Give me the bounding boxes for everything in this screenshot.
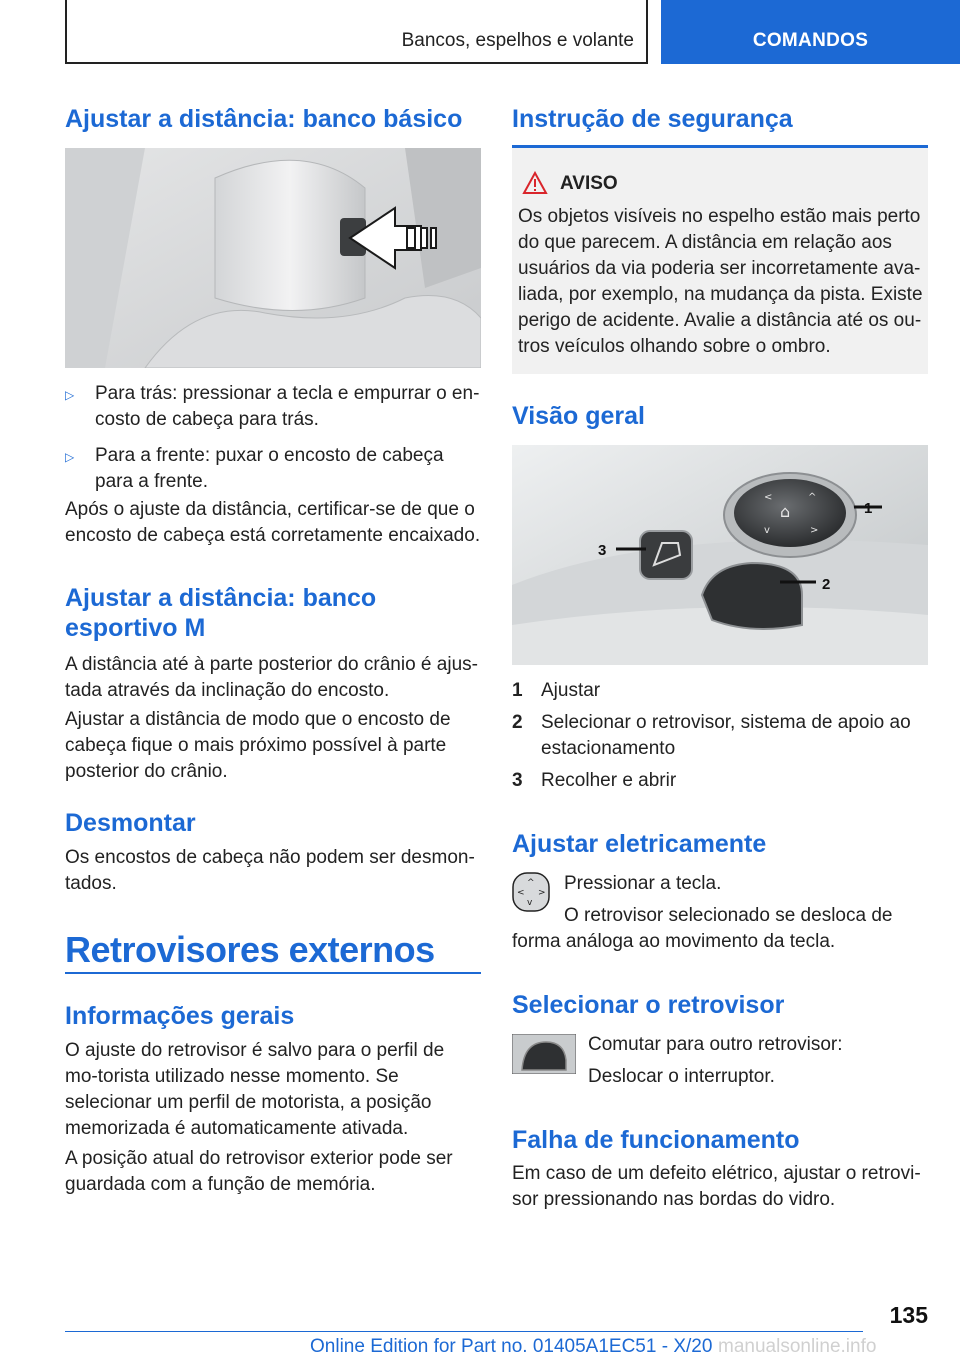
paragraph-selecionar-2: Deslocar o interruptor.	[588, 1066, 775, 1087]
warning-title: AVISO	[560, 173, 618, 194]
callout-1: 1	[864, 500, 873, 517]
heading-info: Informações gerais	[65, 1002, 295, 1030]
svg-text:v: v	[764, 525, 770, 536]
svg-text:^: ^	[808, 492, 817, 503]
svg-text:>: >	[810, 525, 819, 536]
section-rule	[65, 972, 481, 974]
mirror-controls-image	[512, 445, 928, 665]
paragraph-eletric-2: O retrovisor selecionado se desloca de forma análoga ao movimento da tecla.	[512, 905, 893, 952]
heading-seguranca: Instrução de segurança	[512, 105, 793, 133]
list-item: ▷ Para trás: pressionar a tecla e empurrar o en-costo de cabeça para trás.	[65, 381, 481, 433]
list-item: 1 Ajustar	[512, 680, 601, 701]
list-item: ▷ Para a frente: puxar o encosto de cabeça para a frente.	[65, 443, 481, 495]
svg-text:v: v	[527, 898, 533, 908]
callout-2: 2	[822, 576, 831, 593]
paragraph-eletric-1: Pressionar a tecla.	[564, 873, 722, 894]
paragraph-esportivo-1: A distância até à parte posterior do crânio é ajus-tada através da inclinação do encosto.	[65, 654, 478, 701]
list-item: 3 Recolher e abrir	[512, 770, 677, 791]
heading-falha: Falha de funcionamento	[512, 1126, 800, 1154]
header-chapter: Bancos, espelhos e volante	[401, 30, 634, 51]
svg-text:<: <	[764, 492, 773, 503]
triangle-bullet-icon: ▷	[65, 450, 75, 464]
heading-visao: Visão geral	[512, 402, 645, 430]
headrest-image	[65, 148, 481, 368]
paragraph-falha: Em caso de um defeito elétrico, ajustar o retrovi-sor pressionando nas bordas do vidro.	[512, 1163, 921, 1210]
svg-text:>: >	[538, 888, 546, 898]
warning-triangle-icon	[522, 171, 548, 195]
page-number: 135	[889, 1302, 928, 1328]
footer-watermark: manualsonline.info	[718, 1336, 877, 1357]
paragraph-info-2: A posição atual do retrovisor exterior pode ser guardada com a função de memória.	[65, 1148, 453, 1195]
header-chapter-box	[65, 0, 648, 64]
heading-desmontar: Desmontar	[65, 809, 196, 837]
heading-esportivo: Ajustar a distância: banco esportivo M	[65, 584, 377, 642]
heading-basico: Ajustar a distância: banco básico	[65, 105, 463, 133]
svg-text:<: <	[517, 888, 525, 898]
header-section: COMANDOS	[752, 30, 869, 51]
footer-edition: Online Edition for Part no. 01405A1EC51 - X/20	[310, 1336, 713, 1357]
paragraph-info-1: O ajuste do retrovisor é salvo para o perfil de mo-torista utilizado nesse momento. Se selecionar um perfil de motorista, a posição memorizada é automaticamente ativada.	[65, 1040, 445, 1139]
paragraph-apos: Após o ajuste da distância, certificar-se de que o encosto de cabeça está corretamente encaixado.	[65, 499, 481, 546]
mirror-selector-switch-icon	[512, 1034, 576, 1074]
warning-box	[512, 145, 928, 374]
paragraph-selecionar-1: Comutar para outro retrovisor:	[588, 1034, 843, 1055]
paragraph-desmontar: Os encostos de cabeça não podem ser desmon-tados.	[65, 847, 475, 894]
paragraph-esportivo-2: Ajustar a distância de modo que o encosto de cabeça fique o mais próximo possível à parte posterior do crânio.	[65, 709, 451, 782]
heading-retrovisores: Retrovisores externos	[65, 929, 435, 970]
header-section-tab	[661, 0, 960, 64]
heading-selecionar: Selecionar o retrovisor	[512, 991, 785, 1019]
list-item: 2 Selecionar o retrovisor, sistema de apoio ao estacionamento	[512, 712, 911, 759]
svg-text:^: ^	[527, 878, 535, 888]
callout-3: 3	[598, 542, 607, 559]
heading-eletric: Ajustar eletricamente	[512, 830, 767, 858]
warning-text: Os objetos visíveis no espelho estão mais perto do que parecem. A distância em relação aos usuários da via poderia ser incorretamente ava-liada, por exemplo, na mudança da pista. Existe perigo de acidente. Avalie a distância até os ou-tros veículos olhando sobre o ombro.	[518, 206, 923, 357]
svg-text:⌂: ⌂	[780, 502, 791, 521]
triangle-bullet-icon: ▷	[65, 388, 75, 402]
footer-rule	[65, 1331, 863, 1332]
